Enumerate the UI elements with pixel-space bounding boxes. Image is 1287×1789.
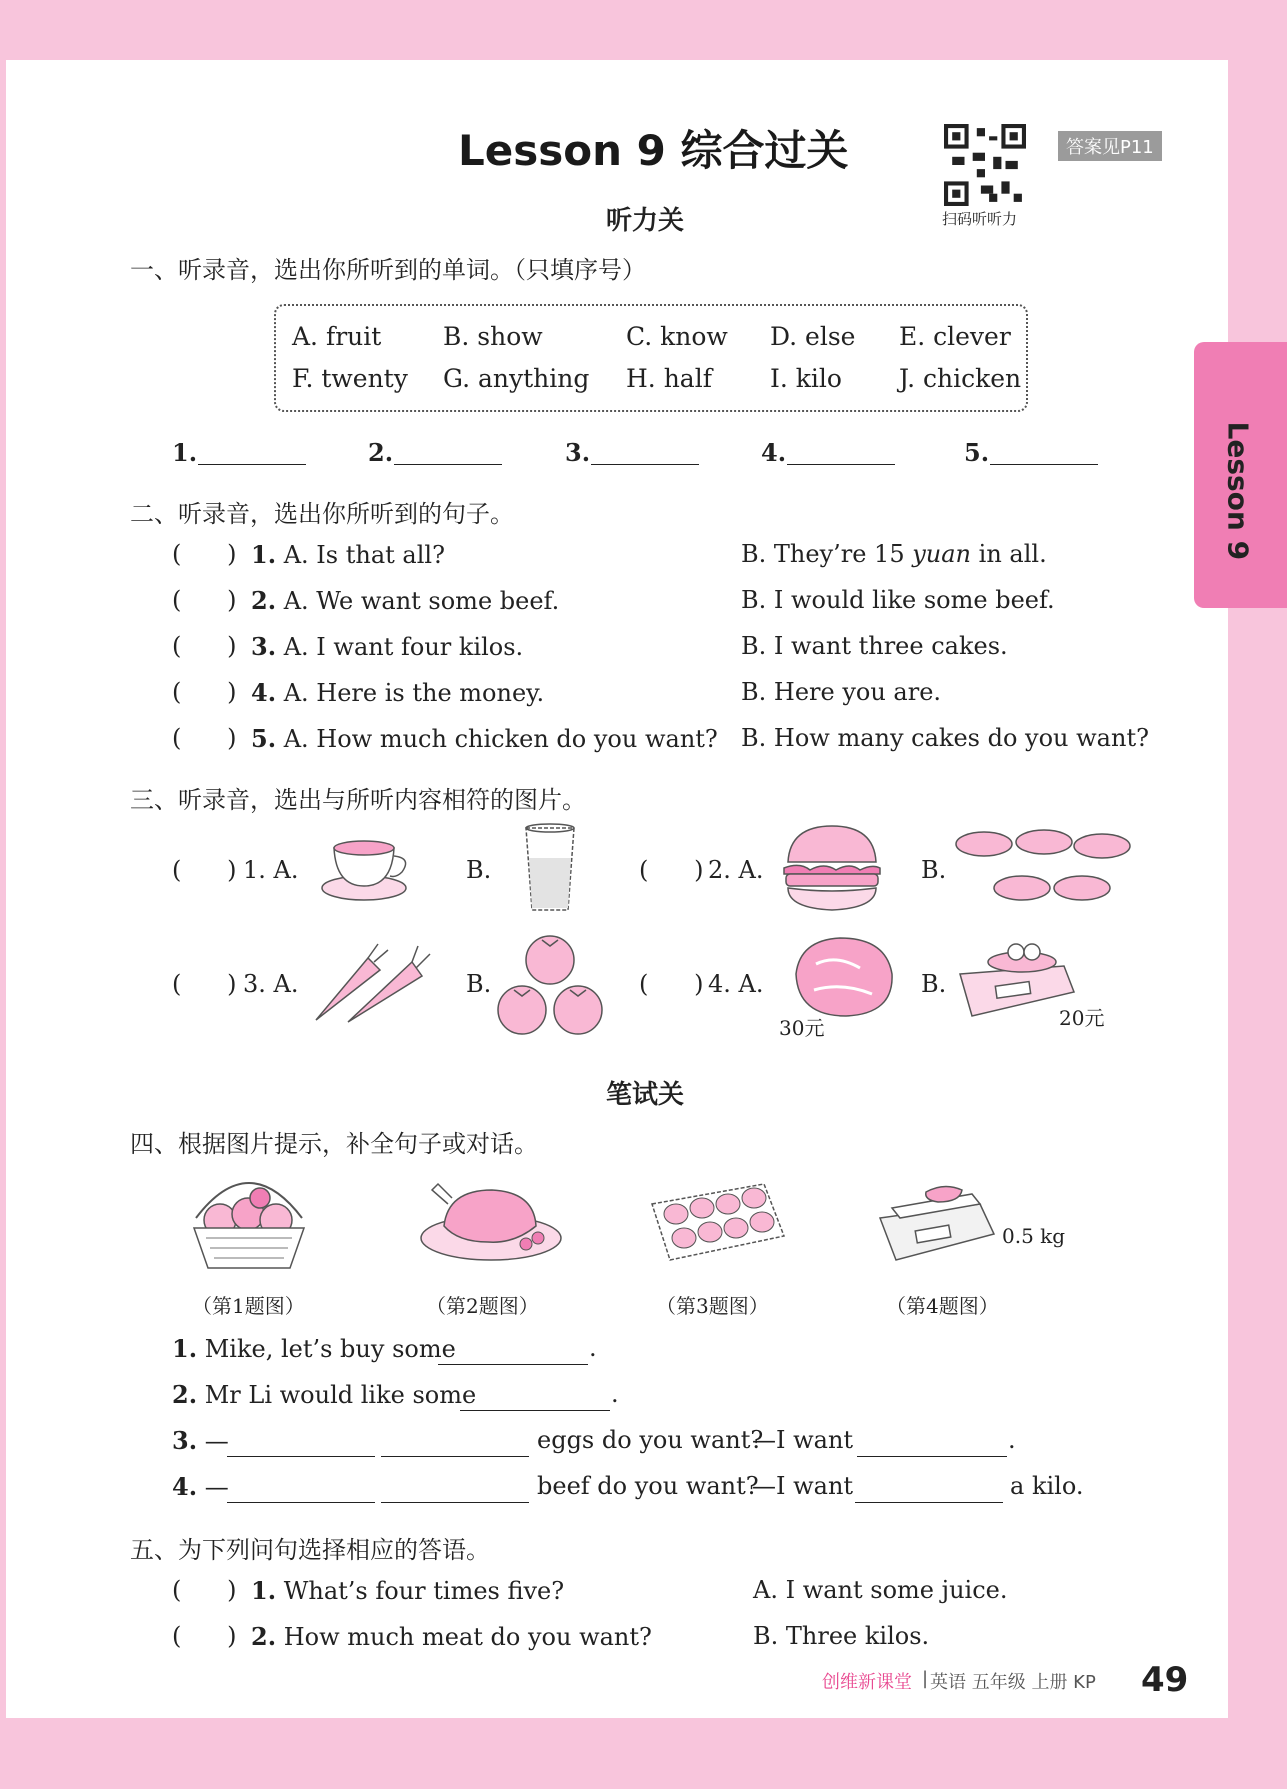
- answer-paren[interactable]: ( ): [172, 724, 237, 752]
- word-option: B. show: [443, 322, 543, 351]
- s3-q4-label: 4. A.: [708, 970, 764, 998]
- word-option: E. clever: [899, 322, 1011, 351]
- word-option: G. anything: [443, 364, 590, 393]
- listening-heading: 听力关: [606, 206, 685, 236]
- s2-row-2-b: B. I would like some beef.: [741, 586, 1055, 614]
- word-option: H. half: [626, 364, 712, 393]
- answer-paren[interactable]: ( ): [172, 540, 237, 568]
- s2-row-1: 1. A. Is that all?: [251, 540, 445, 569]
- s3-q1-b: B.: [466, 856, 492, 884]
- roast-chicken-icon: [418, 1174, 564, 1266]
- side-tab-label: Lesson 9: [1221, 421, 1255, 561]
- s4-q3: 3. —: [172, 1426, 229, 1455]
- answer-blank[interactable]: [591, 440, 699, 465]
- answer-number: 5.: [964, 438, 990, 467]
- answer-paren[interactable]: ( ): [639, 856, 704, 884]
- s3-q2-label: 2. A.: [708, 856, 764, 884]
- figure-caption: （第2题图）: [426, 1294, 539, 1318]
- weight-label: 0.5 kg: [1002, 1224, 1066, 1248]
- s5-row-2-answer: B. Three kilos.: [753, 1622, 930, 1650]
- fill-blank[interactable]: [855, 1478, 1003, 1503]
- fill-blank[interactable]: [227, 1478, 375, 1503]
- meat-icon: [786, 934, 898, 1020]
- s4-q4-answer: —I want: [752, 1472, 854, 1500]
- answer-paren[interactable]: ( ): [172, 632, 237, 660]
- s4-q4: 4. —: [172, 1472, 229, 1501]
- s2-row-1-b: B. They’re 15 yuan in all.: [741, 540, 1047, 568]
- s2-row-4: 4. A. Here is the money.: [251, 678, 545, 707]
- footer-info: 英语 五年级 上册 KP: [930, 1672, 1096, 1693]
- teacup-icon: [318, 828, 418, 906]
- sausages-icon: [952, 822, 1138, 914]
- s3-q1-label: 1. A.: [243, 856, 299, 884]
- fill-blank[interactable]: [227, 1432, 375, 1457]
- answer-paren[interactable]: ( ): [172, 678, 237, 706]
- fruit-basket-icon: [186, 1168, 312, 1272]
- word-box: [274, 304, 1028, 412]
- answer-number: 1.: [172, 438, 198, 467]
- word-option: C. know: [626, 322, 728, 351]
- answer-paren[interactable]: ( ): [639, 970, 704, 998]
- s4-q4-text: beef do you want?: [537, 1472, 759, 1500]
- s3-q3-b: B.: [466, 970, 492, 998]
- s3-q4-b: B.: [921, 970, 947, 998]
- page-title: Lesson 9 综合过关: [458, 126, 849, 175]
- page-number: 49: [1141, 1660, 1189, 1700]
- figure-caption: （第1题图）: [192, 1294, 305, 1318]
- fill-blank[interactable]: [381, 1432, 529, 1457]
- s4-q1: 1. Mike, let’s buy some: [172, 1334, 456, 1363]
- qr-code-icon[interactable]: [944, 124, 1026, 206]
- writing-heading: 笔试关: [606, 1080, 685, 1110]
- s5-row-1: 1. What’s four times five?: [251, 1576, 565, 1605]
- s2-row-5-b: B. How many cakes do you want?: [741, 724, 1149, 752]
- footer-divider: |: [922, 1668, 929, 1689]
- carrots-icon: [308, 940, 432, 1024]
- answer-paren[interactable]: ( ): [172, 1622, 237, 1650]
- answer-blank[interactable]: [394, 440, 502, 465]
- section-1-instruction: 一、听录音，选出你所听到的单词。（只填序号）: [130, 256, 646, 284]
- section-5-instruction: 五、为下列问句选择相应的答语。: [130, 1536, 490, 1564]
- s2-row-4-b: B. Here you are.: [741, 678, 942, 706]
- answer-blank[interactable]: [787, 440, 895, 465]
- word-option: F. twenty: [292, 364, 408, 393]
- s4-q3-text: eggs do you want?: [537, 1426, 764, 1454]
- word-option: A. fruit: [292, 322, 382, 351]
- figure-caption: （第3题图）: [656, 1294, 769, 1318]
- answer-paren[interactable]: ( ): [172, 586, 237, 614]
- s4-q2: 2. Mr Li would like some: [172, 1380, 477, 1409]
- word-option: I. kilo: [770, 364, 842, 393]
- s2-row-5: 5. A. How much chicken do you want?: [251, 724, 718, 753]
- section-3-instruction: 三、听录音，选出与所听内容相符的图片。: [130, 786, 586, 814]
- s4-q2-period: .: [611, 1380, 619, 1408]
- section-4-instruction: 四、根据图片提示，补全句子或对话。: [130, 1130, 538, 1158]
- answer-blank[interactable]: [990, 440, 1098, 465]
- fill-blank[interactable]: [381, 1478, 529, 1503]
- fill-blank[interactable]: [460, 1386, 610, 1411]
- s4-q1-period: .: [589, 1334, 597, 1362]
- s3-q3-label: 3. A.: [243, 970, 299, 998]
- qr-label: 扫码听听力: [942, 210, 1018, 228]
- s2-row-3: 3. A. I want four kilos.: [251, 632, 524, 661]
- s4-q4-end: a kilo.: [1010, 1472, 1084, 1500]
- answer-reference-badge: 答案见P11: [1058, 131, 1162, 161]
- word-option: D. else: [770, 322, 856, 351]
- answer-number: 4.: [761, 438, 787, 467]
- price-tag-b: 20元: [1059, 1006, 1105, 1030]
- s2-row-2: 2. A. We want some beef.: [251, 586, 560, 615]
- hamburger-icon: [780, 822, 884, 914]
- fill-blank[interactable]: [857, 1432, 1007, 1457]
- answer-number: 3.: [565, 438, 591, 467]
- scale-with-meat-icon: [876, 1178, 998, 1264]
- fill-blank[interactable]: [438, 1340, 588, 1365]
- section-2-instruction: 二、听录音，选出你所听到的句子。: [130, 500, 514, 528]
- price-tag-a: 30元: [779, 1016, 825, 1040]
- s3-q2-b: B.: [921, 856, 947, 884]
- figure-caption: （第4题图）: [886, 1294, 999, 1318]
- s4-q3-period: .: [1008, 1426, 1016, 1454]
- answer-number: 2.: [368, 438, 394, 467]
- answer-paren[interactable]: ( ): [172, 1576, 237, 1604]
- answer-paren[interactable]: ( ): [172, 856, 237, 884]
- answer-blank[interactable]: [198, 440, 306, 465]
- answer-paren[interactable]: ( ): [172, 970, 237, 998]
- tomatoes-icon: [494, 932, 606, 1038]
- footer-brand: 创维新课堂: [822, 1672, 912, 1693]
- s5-row-2: 2. How much meat do you want?: [251, 1622, 652, 1651]
- s5-row-1-answer: A. I want some juice.: [753, 1576, 1008, 1604]
- egg-carton-icon: [646, 1178, 788, 1264]
- s4-q3-answer: —I want: [752, 1426, 854, 1454]
- glass-of-water-icon: [520, 822, 580, 914]
- s2-row-3-b: B. I want three cakes.: [741, 632, 1008, 660]
- word-option: J. chicken: [899, 364, 1022, 393]
